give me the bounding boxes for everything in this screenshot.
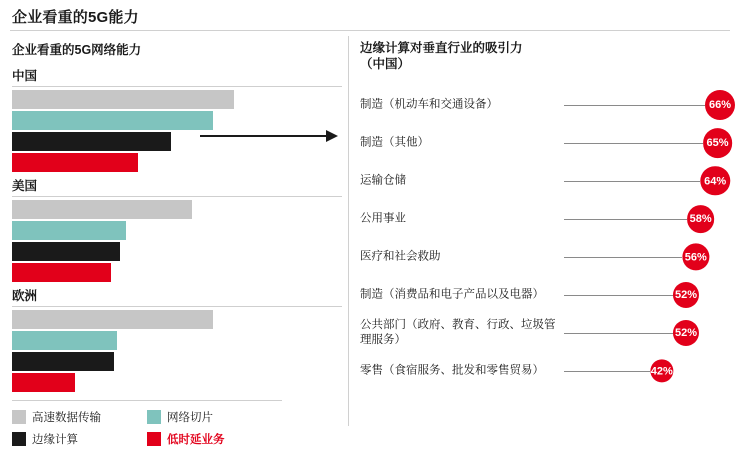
bar-row (12, 200, 342, 219)
bar-value-label: 38% (127, 224, 150, 236)
bar-group (12, 64, 342, 172)
lollipop-row (360, 162, 730, 200)
lollipop-row (360, 238, 730, 276)
arrow-shaft (200, 135, 328, 137)
bar-group (12, 174, 342, 282)
bar-row (12, 263, 342, 282)
bar-value-label: 34% (115, 355, 138, 367)
bar-value-label: 42% (139, 156, 162, 168)
bar-row (12, 242, 342, 261)
bar (12, 263, 111, 282)
legend-label-2: 边缘计算 (32, 434, 78, 446)
legend-label-0: 高速数据传输 (32, 412, 101, 424)
lollipop-row (360, 314, 730, 352)
lollipop-label: 公共部门（政府、教育、行政、垃圾管理服务） (360, 319, 556, 346)
bar-value-label: 60% (193, 203, 216, 215)
legend-item-2 (12, 431, 147, 447)
lollipop-value-bubble: 56% (682, 243, 709, 270)
lollipop-label: 制造（消费品和电子产品以及电器） (360, 288, 544, 301)
lollipop-connector (564, 333, 673, 334)
legend-row-2 (12, 431, 282, 447)
lollipop-label: 制造（其他） (360, 136, 429, 149)
lollipop-connector (564, 371, 650, 372)
lollipop-value-bubble: 52% (673, 282, 699, 308)
lollipop-row (360, 276, 730, 314)
right-panel-title-line2: （中国） (360, 57, 411, 71)
bar (12, 90, 234, 109)
lollipop-value-bubble: 42% (650, 359, 673, 382)
bar (12, 200, 192, 219)
bar-value-label: 35% (118, 334, 141, 346)
bar (12, 331, 117, 350)
right-chart-panel (360, 40, 730, 390)
legend-swatch-1 (147, 410, 161, 424)
lollipop-connector (564, 105, 705, 106)
bar-row (12, 90, 342, 109)
lollipop-value-bubble: 65% (703, 128, 733, 158)
header-divider (10, 30, 730, 31)
bar-row (12, 373, 342, 392)
bar-row (12, 352, 342, 371)
bar-group-label: 欧洲 (12, 289, 38, 303)
bar-group-rule (12, 306, 342, 307)
bar-value-label: 53% (172, 135, 195, 147)
lollipop-label: 零售（食宿服务、批发和零售贸易） (360, 364, 544, 377)
lollipop-chart (360, 86, 730, 390)
bar-value-label: 36% (121, 245, 144, 257)
bar (12, 373, 75, 392)
lollipop-label: 运输仓储 (360, 174, 406, 187)
lollipop-connector (564, 143, 703, 144)
bar-row (12, 221, 342, 240)
lollipop-connector (564, 257, 682, 258)
bar-group-rule (12, 86, 342, 87)
lollipop-row (360, 86, 730, 124)
left-chart-panel (12, 40, 342, 453)
bar (12, 310, 213, 329)
bar-chart (12, 64, 342, 392)
bar (12, 221, 126, 240)
legend-item-3 (147, 431, 282, 447)
lollipop-value-bubble: 58% (687, 205, 715, 233)
lollipop-value-bubble: 66% (705, 90, 735, 120)
lollipop-value-bubble: 64% (700, 166, 729, 195)
flow-arrow (200, 130, 340, 142)
legend-item-0 (12, 409, 147, 425)
left-panel-title: 企业看重的5G网络能力 (12, 43, 142, 57)
bar-value-label: 67% (214, 114, 237, 126)
legend-swatch-0 (12, 410, 26, 424)
lollipop-label: 医疗和社会救助 (360, 250, 441, 263)
bar (12, 242, 120, 261)
lollipop-label: 制造（机动车和交通设备） (360, 98, 498, 111)
bar-group-label: 中国 (12, 69, 38, 83)
lollipop-row (360, 124, 730, 162)
panel-divider (348, 36, 349, 426)
bar-group-rule (12, 196, 342, 197)
bar-group-label: 美国 (12, 179, 38, 193)
bar-group (12, 284, 342, 392)
bar (12, 153, 138, 172)
bar-row (12, 310, 342, 329)
bar (12, 132, 171, 151)
legend-item-1 (147, 409, 282, 425)
bar (12, 352, 114, 371)
legend-row-1 (12, 409, 282, 425)
bar-value-label: 67% (214, 313, 237, 325)
lollipop-connector (564, 181, 700, 182)
legend-swatch-3 (147, 432, 161, 446)
arrow-head-icon (326, 130, 338, 142)
bar (12, 111, 213, 130)
bar-value-label: 21% (76, 376, 99, 388)
bar-value-label: 33% (112, 266, 135, 278)
page-title: 企业看重的5G能力 (12, 9, 139, 26)
lollipop-connector (564, 219, 687, 220)
legend-label-3: 低时延业务 (167, 434, 225, 446)
right-panel-title (360, 40, 730, 72)
lollipop-value-bubble: 52% (673, 320, 699, 346)
chart-legend (12, 400, 282, 447)
bar-row (12, 153, 342, 172)
bar-row (12, 111, 342, 130)
lollipop-row (360, 200, 730, 238)
lollipop-row (360, 352, 730, 390)
bar-row (12, 331, 342, 350)
legend-swatch-2 (12, 432, 26, 446)
lollipop-connector (564, 295, 673, 296)
right-panel-title-line1: 边缘计算对垂直行业的吸引力 (360, 41, 523, 55)
bar-value-label: 74% (235, 93, 258, 105)
legend-label-1: 网络切片 (167, 412, 213, 424)
lollipop-label: 公用事业 (360, 212, 406, 225)
